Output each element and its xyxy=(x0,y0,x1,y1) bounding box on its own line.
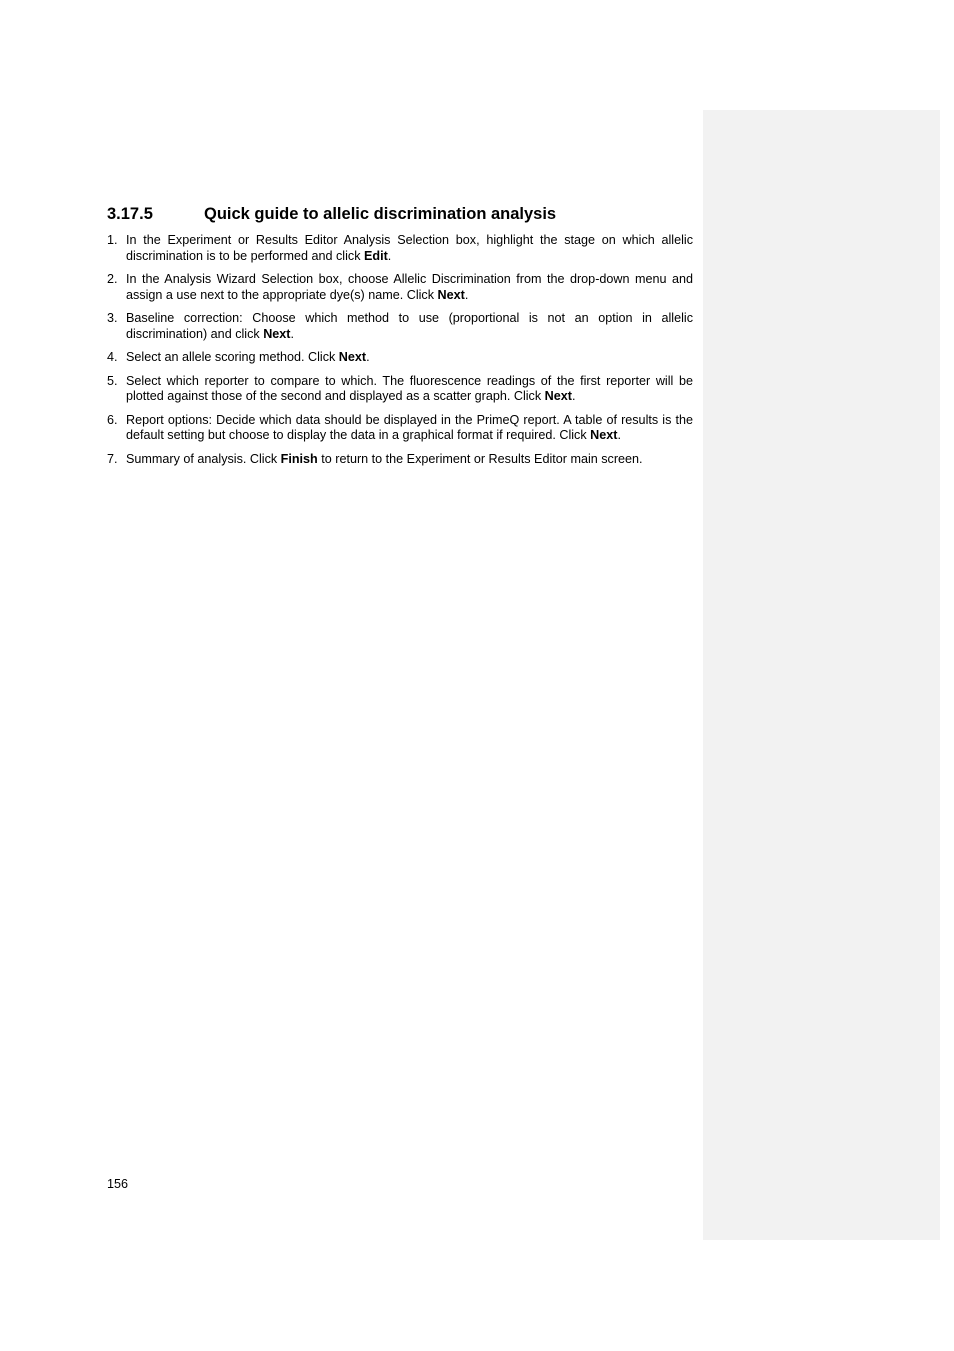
step-item-6 xyxy=(107,413,693,444)
step-number: 4. xyxy=(107,350,118,364)
step-text-before: Select an allele scoring method. Click xyxy=(126,350,339,364)
step-number: 3. xyxy=(107,311,118,325)
step-bold-term: Next xyxy=(263,326,291,341)
document-body xyxy=(107,203,693,475)
step-text-before: In the Experiment or Results Editor Analysis Selection box, highlight the stage on which allelic discrimination is to be performed and click xyxy=(126,233,693,263)
step-item-1 xyxy=(107,233,693,264)
step-item-2 xyxy=(107,272,693,303)
step-item-5 xyxy=(107,374,693,405)
step-number: 2. xyxy=(107,272,118,286)
step-text-before: In the Analysis Wizard Selection box, choose Allelic Discrimination from the drop-down menu and assign a use next to the appropriate dye(s) name. Click xyxy=(126,272,693,302)
step-item-3 xyxy=(107,311,693,342)
step-bold-term: Next xyxy=(437,287,465,302)
step-bold-term: Finish xyxy=(280,451,318,466)
step-text-after: . xyxy=(366,350,370,364)
comment-margin-pane xyxy=(703,110,940,1240)
step-text-after: . xyxy=(571,389,576,403)
step-bold-term: Edit xyxy=(363,248,388,263)
page-number: 156 xyxy=(107,1177,129,1191)
step-item-4 xyxy=(107,350,693,366)
step-bold-term: Next xyxy=(590,428,618,442)
step-text-after: to return to the Experiment or Results Editor main screen. xyxy=(317,451,643,466)
steps-list xyxy=(107,233,693,467)
section-title: Quick guide to allelic discrimination analysis xyxy=(204,205,557,223)
section-number: 3.17.5 xyxy=(107,205,153,223)
step-text-before: Select which reporter to compare to which. The fluorescence readings of the first reporter will be plotted against those of the second and displayed as a scatter graph. Click xyxy=(126,373,693,403)
step-number: 7. xyxy=(107,451,118,466)
step-item-7 xyxy=(107,452,693,468)
step-text xyxy=(126,272,693,303)
step-text xyxy=(126,374,693,405)
section-heading xyxy=(107,203,693,225)
step-text-after: . xyxy=(464,287,469,302)
step-text xyxy=(126,311,693,342)
step-text-after: . xyxy=(290,326,294,341)
step-number: 1. xyxy=(107,233,118,247)
step-text-before: Report options: Decide which data should be displayed in the PrimeQ report. A table of results is the default setting but choose to display the data in a graphical format if required. Click xyxy=(126,412,693,442)
step-text-after: . xyxy=(617,428,621,442)
step-text-before: Baseline correction: Choose which method to use (proportional is not an option in allelic discrimination) and click xyxy=(126,311,693,341)
step-number: 5. xyxy=(107,373,118,388)
step-bold-term: Next xyxy=(544,389,572,403)
step-text xyxy=(126,413,693,444)
step-text xyxy=(126,452,693,468)
step-text xyxy=(126,233,693,264)
step-text xyxy=(126,350,693,366)
step-number: 6. xyxy=(107,412,118,427)
step-text-before: Summary of analysis. Click xyxy=(126,451,281,466)
step-bold-term: Next xyxy=(338,350,367,364)
step-text-after: . xyxy=(387,248,392,263)
